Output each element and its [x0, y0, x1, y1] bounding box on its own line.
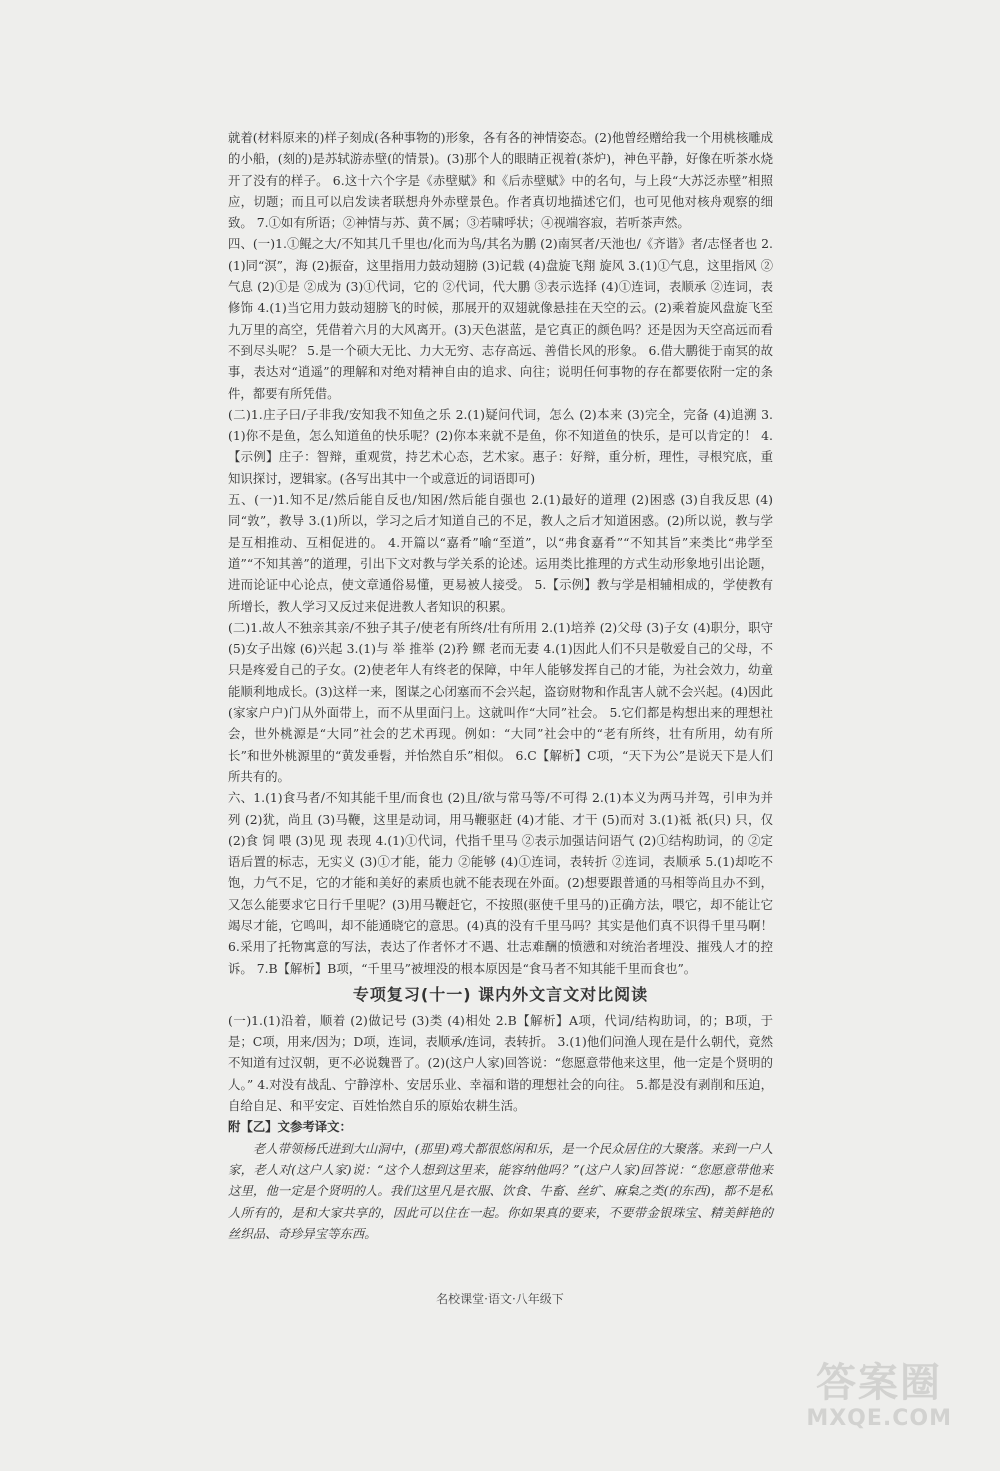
answer-paragraph: (二)1.庄子曰/子非我/安知我不知鱼之乐 2.(1)疑问代词，怎么 (2)本来 (3)完全，完备 (4)追溯 3.(1)你不是鱼，怎么知道鱼的快乐呢？(2)你本来就不是鱼，你不知道鱼的快乐，是可以肯定的！ 4.【示例】庄子：智辩，重观赏，持艺术心态，艺术家。惠子：好辩，重分析，理性，寻根究底，重知识探讨，逻辑家。(各写出其中一个或意近的词语即可) — [228, 406, 773, 486]
section-title: 专项复习(十一) 课内外文言文对比阅读 — [352, 984, 649, 1004]
reference-translation: 老人带领杨氏进到大山洞中，(那里)鸡犬都很悠闲和乐，是一个民众居住的大聚落。来到一户人家，老人对(这户人家)说：“这个人想到这里来，能容纳他吗？”(这户人家)回答说：“您愿意带他来这里，他一定是个贤明的人。我们这里凡是衣服、饮食、牛畜、丝纩、麻枲之类(的东西)，都不是私人所有的，是和大家共享的，因此可以住在一起。你如果真的要来，不要带金银珠宝、精美鲜艳的丝织品、奇珍异宝等东西。 — [228, 1140, 773, 1241]
watermark-main-text: 答案圈 — [816, 1360, 942, 1406]
answer-paragraph: (二)1.故人不独亲其亲/不独子其子/使老有所终/壮有所用 2.(1)培养 (2)父母 (3)子女 (4)职分，职守 (5)女子出嫁 (6)兴起 3.(1)与 举 推举 (2)矜 鳏 老而无妻 4.(1)因此人们不只是敬爱自己的父母，不只是疼爱自己的子女。(2)使老年人有终老的保障，中年人能够发挥自己的才能，为社会效力，幼童能顺利地成长。(3)这样一来，图谋之心闭塞而不会兴起，盗窃财物和作乱害人就不会兴起。(4)因此(家家户户)门从外面带上，而不从里面闩上。这就叫作“大同”社会。 5.它们都是构想出来的理想社会，世外桃源是“大同”社会的艺术再现。例如：“大同”社会中的“老有所终，壮有所用，幼有所长”和世外桃源里的“黄发垂髫，并怡然自乐”相似。 6.C【解析】C项，“天下为公”是说天下是人们所共有的。 — [228, 619, 777, 784]
page-footer: 名校课堂·语文·八年级下 — [436, 1292, 564, 1306]
page-content — [228, 127, 777, 1244]
answer-paragraph: 就着(材料原来的)样子刻成(各种事物的)形象，各有各的神情姿态。(2)他曾经赠给我一个用桃核雕成的小船，(刻的)是苏轼游赤壁(的情景)。(3)那个人的眼睛正视着(茶炉)，神色平静，好像在听茶水烧开了没有的样子。 6.这十六个字是《赤壁赋》和《后赤壁赋》中的名句，与上段“大苏泛赤壁”相照应，切题；而且可以启发读者联想舟外赤壁景色。作者真切地描述它们，也可见他对核舟观察的细致。 7.①如有所语；②神情与苏、黄不属；③若啸呼状；④视端容寂，若听茶声然。 — [228, 130, 773, 231]
answer-paragraph: 四、(一)1.①鲲之大/不知其几千里也/化而为鸟/其名为鹏 (2)南冥者/天池也/《齐谐》者/志怪者也 2.(1)同“溟”，海 (2)振奋，这里指用力鼓动翅膀 (3)记载 (4)盘旋飞翔 旋风 3.(1)①气息，这里指风 ②气息 (2)①是 ②成为 (3)①代词，它的 ②代词，代大鹏 ③表示选择 (4)①连词，表顺承 ②连词，表修饰 4.(1)当它用力鼓动翅膀飞的时候，那展开的双翅就像悬挂在天空的云。(2)乘着旋风盘旋飞至九万里的高空，凭借着六月的大风离开。(3)天色湛蓝，是它真正的颜色吗？还是因为天空高远而看不到尽头呢？ 5.是一个硕大无比、力大无穷、志存高远、善借长风的形象。 6.借大鹏徙于南冥的故事，表达对“逍遥”的理解和对绝对精神自由的追求、向往；说明任何事物的存在都要依附一定的条件，都要有所凭借。 — [228, 236, 773, 401]
appendix-heading: 附【乙】文参考译文： — [228, 1119, 352, 1135]
watermark-logo — [790, 1351, 960, 1431]
watermark-url-text: MXQE.COM — [806, 1406, 952, 1431]
answer-paragraph: 五、(一)1.知不足/然后能自反也/知困/然后能自强也 2.(1)最好的道理 (2)困惑 (3)自我反思 (4)同“敦”，教导 3.(1)所以，学习之后才知道自己的不足，教人之后才知道困惑。(2)所以说，教与学是互相推动、互相促进的。 4.开篇以“嘉肴”喻“至道”，以“弗食嘉肴”“不知其旨”来类比“弗学至道”“不知其善”的道理，引出下文对教与学关系的论述。运用类比推理的方式生动形象地引出论题，进而论证中心论点，使文章通俗易懂，更易被人接受。 5.【示例】教与学是相辅相成的，学使教有所增长，教人学习又反过来促进教人者知识的积累。 — [228, 492, 773, 614]
answer-paragraph: 六、1.(1)食马者/不知其能千里/而食也 (2)且/欲与常马等/不可得 2.(1)本义为两马并驾，引申为并列 (2)犹，尚且 (3)马鞭，这里是动词，用马鞭驱赶 (4)才能、才干 (5)而对 3.(1)祗 祇(只) 只，仅 (2)食 饲 喂 (3)见 现 表现 4.(1)①代词，代指千里马 ②表示加强诘问语气 (2)①结构助词，的 ②定语后置的标志，无实义 (3)①才能，能力 ②能够 (4)①连词，表转折 ②连词，表顺承 5.(1)却吃不饱，力气不足，它的才能和美好的素质也就不能表现在外面。(2)想要跟普通的马相等尚且办不到，又怎么能要求它日行千里呢？(3)用马鞭赶它，不按照(驱使千里马的)正确方法，喂它，却不能让它竭尽才能，它鸣叫，却不能通晓它的意思。(4)真的没有千里马吗？其实是他们真不识得千里马啊！ 6.采用了托物寓意的写法，表达了作者怀才不遇、壮志难酬的愤懑和对统治者埋没、摧残人才的控诉。 7.B【解析】B项，“千里马”被埋没的根本原因是“食马者不知其能千里而食也”。 — [228, 790, 777, 976]
section-answer-paragraph: (一)1.(1)沿着，顺着 (2)做记号 (3)类 (4)相处 2.B【解析】A项，代词/结构助词，的；B项，于是；C项，用来/因为；D项，连词，表顺承/连词，表转折。 3.(1)他们问渔人现在是什么朝代，竟然不知道有过汉朝，更不必说魏晋了。(2)(这户人家)回答说：“您愿意带他来这里，他一定是个贤明的人。” 4.对没有战乱、宁静淳朴、安居乐业、幸福和谐的理想社会的向往。 5.都是没有剥削和压迫，自给自足、和平安定、百姓怡然自乐的原始农耕生活。 — [228, 1012, 773, 1114]
